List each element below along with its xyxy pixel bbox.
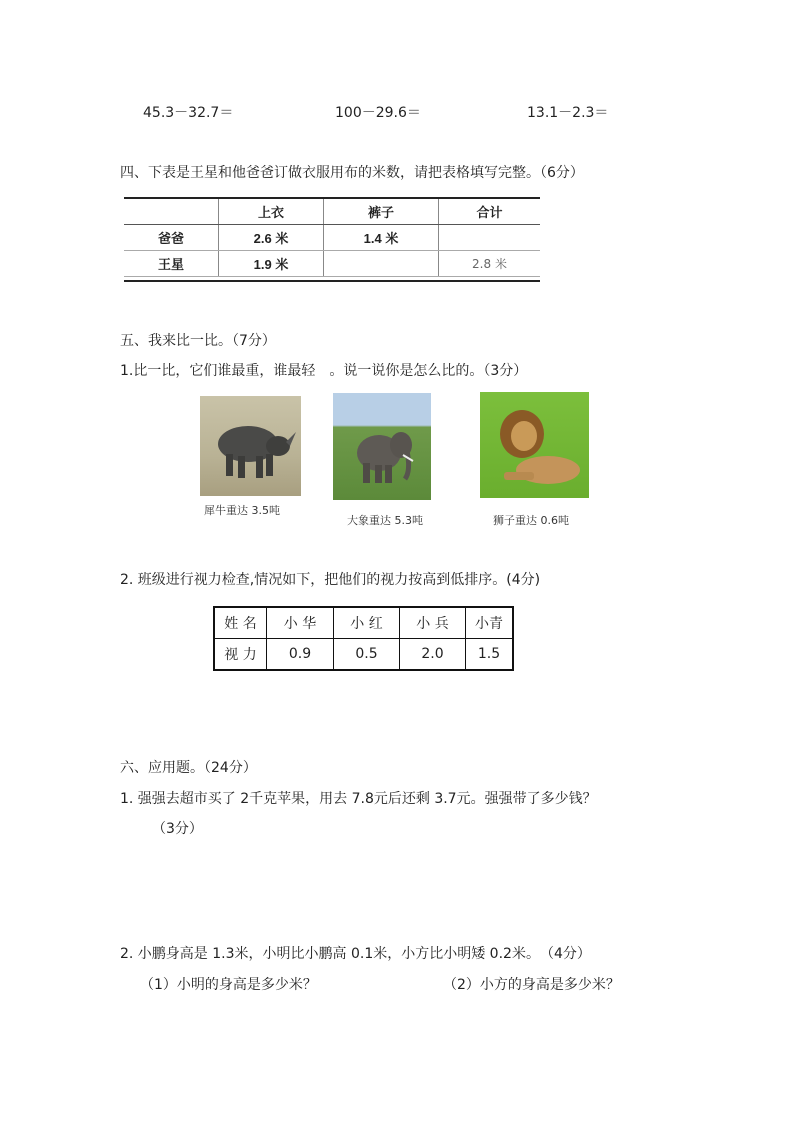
table-header-row	[124, 199, 540, 225]
table-bottom-rule	[124, 280, 540, 282]
lion-caption: 狮子重达 0.6吨	[493, 514, 569, 527]
section-6-q1-points: （3分）	[152, 821, 203, 837]
table-cell-blank[interactable]	[439, 225, 541, 251]
section-5-heading: 五、我来比一比。（7分）	[120, 333, 276, 349]
section-6-q2-part1: （1）小明的身高是多少米？	[140, 977, 317, 993]
problem-1: 45.3－32.7＝	[143, 105, 234, 121]
table-cell: 小 红	[334, 607, 400, 639]
table-row	[124, 251, 540, 277]
table-cell: 0.9	[267, 639, 334, 671]
table-cell: 姓 名	[214, 607, 267, 639]
table-cell: 2.8 米	[439, 251, 541, 277]
section-5-q1: 1.比一比，它们谁最重，谁最轻 。说一说你是怎么比的。（3分）	[120, 363, 528, 379]
rhino-photo	[200, 396, 301, 496]
section-6-q2: 2. 小鹏身高是 1.3米，小明比小鹏高 0.1米，小方比小明矮 0.2米。 （4分）	[120, 946, 591, 962]
problem-2: 100－29.6＝	[335, 105, 421, 121]
table-cell: 视 力	[214, 639, 267, 671]
table-cell: 1.5	[466, 639, 514, 671]
fabric-table	[124, 199, 540, 277]
elephant-caption: 大象重达 5.3吨	[347, 514, 423, 527]
table-cell: 小 华	[267, 607, 334, 639]
header-cell: 上衣	[219, 199, 324, 225]
section-6-heading: 六、应用题。（24分）	[120, 760, 257, 776]
table-cell: 2.0	[400, 639, 466, 671]
row-label: 王星	[124, 251, 219, 277]
header-cell	[124, 199, 219, 225]
table-cell: 1.9 米	[219, 251, 324, 277]
section-6-q2-part2: （2）小方的身高是多少米？	[443, 977, 620, 993]
rhino-icon	[200, 396, 301, 496]
elephant-photo	[333, 393, 431, 500]
lion-icon	[480, 392, 589, 498]
table-cell-blank[interactable]	[324, 251, 439, 277]
section-6-q1: 1. 强强去超市买了 2千克苹果，用去 7.8元后还剩 3.7元。强强带了多少钱？	[120, 791, 597, 807]
row-label: 爸爸	[124, 225, 219, 251]
elephant-icon	[333, 393, 431, 500]
vision-table	[213, 606, 514, 671]
table-cell: 小 兵	[400, 607, 466, 639]
header-cell: 裤子	[324, 199, 439, 225]
table-cell: 2.6 米	[219, 225, 324, 251]
table-row	[214, 639, 513, 671]
header-cell: 合计	[439, 199, 541, 225]
rhino-caption: 犀牛重达 3.5吨	[204, 504, 280, 517]
section-5-q2: 2. 班级进行视力检查,情况如下，把他们的视力按高到低排序。(4分)	[120, 572, 541, 588]
table-cell: 0.5	[334, 639, 400, 671]
section-4-heading: 四、下表是王星和他爸爸订做衣服用布的米数，请把表格填写完整。（6分）	[120, 165, 584, 181]
problem-3: 13.1－2.3＝	[527, 105, 609, 121]
table-cell: 小青	[466, 607, 514, 639]
lion-photo	[480, 392, 589, 498]
table-row	[124, 225, 540, 251]
table-cell: 1.4 米	[324, 225, 439, 251]
table-row	[214, 607, 513, 639]
